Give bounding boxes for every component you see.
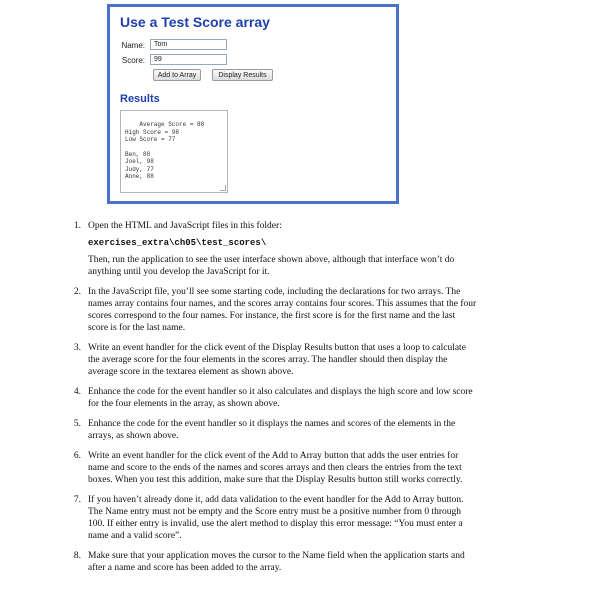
instruction-step bbox=[67, 550, 477, 574]
step-number: 6. bbox=[73, 451, 81, 461]
step-number: 1. bbox=[73, 221, 81, 231]
step-text: If you haven’t already done it, add data validation to the event handler for the Add to Array button. The Name entry must not be empty and the Score entry must be a positive number from 0 through 100. If either entry is invalid, use the alert method to display this error message: “You must enter a name and a valid score”. bbox=[88, 495, 464, 541]
step-number: 7. bbox=[73, 495, 81, 505]
results-textarea[interactable] bbox=[120, 110, 228, 193]
instruction-list bbox=[67, 220, 477, 582]
step-text: Open the HTML and JavaScript files in this folder: bbox=[88, 221, 282, 231]
step-text: In the JavaScript file, you’ll see some starting code, including the declarations for two arrays. The names array contains four names, and the scores array contains four scores. This assumes that the four scores correspond to the four names. For instance, the first score is for the first name and the last score is for the last name. bbox=[88, 287, 477, 333]
display-results-button[interactable]: Display Results bbox=[212, 69, 273, 81]
step-number: 8. bbox=[73, 551, 81, 561]
step-text: Write an event handler for the click event of the Display Results button that uses a loop to calculate the average score for the four elements in the scores array. The handler should then display the average score in the textarea element as shown above. bbox=[88, 343, 466, 377]
add-to-array-button[interactable]: Add to Array bbox=[153, 69, 201, 81]
step-number: 4. bbox=[73, 387, 81, 397]
instruction-step bbox=[67, 418, 477, 442]
resize-grip-icon[interactable] bbox=[220, 185, 226, 191]
name-label: Name: bbox=[121, 41, 145, 50]
instruction-step bbox=[67, 286, 477, 334]
step-text: Enhance the code for the event handler so it displays the names and scores of the elements in the arrays, as shown above. bbox=[88, 419, 456, 441]
step-text: Make sure that your application moves the cursor to the Name field when the application starts and after a name and score has been added to the array. bbox=[88, 551, 465, 573]
results-heading: Results bbox=[120, 93, 160, 105]
step-number: 2. bbox=[73, 287, 81, 297]
step-text: Enhance the code for the event handler so it also calculates and displays the high score and low score for the four elements in the array, as shown above. bbox=[88, 387, 473, 409]
app-screenshot bbox=[107, 4, 399, 204]
instruction-step bbox=[67, 450, 477, 486]
instruction-step bbox=[67, 342, 477, 378]
instruction-step bbox=[67, 494, 477, 542]
folder-path: exercises_extra\ch05\test_scores\ bbox=[88, 238, 267, 248]
step-number: 5. bbox=[73, 419, 81, 429]
step-number: 3. bbox=[73, 343, 81, 353]
instruction-step bbox=[67, 386, 477, 410]
app-title: Use a Test Score array bbox=[120, 14, 270, 30]
step-text-continued: Then, run the application to see the user interface shown above, although that interface won’t do anything until you develop the JavaScript for it. bbox=[88, 255, 455, 277]
score-label: Score: bbox=[121, 56, 145, 65]
score-input[interactable] bbox=[150, 54, 227, 65]
instruction-step bbox=[67, 220, 477, 278]
name-input[interactable] bbox=[150, 39, 227, 50]
step-text: Write an event handler for the click event of the Add to Array button that adds the user entries for name and score to the ends of the names and scores arrays and then clears the entries from the text boxes. When you test this addition, make sure that the Display Results button still works correctly. bbox=[88, 451, 463, 485]
results-text: Average Score = 88 High Score = 98 Low Score = 77 Ben, 88 Joel, 98 Judy, 77 Anne, 88 bbox=[125, 121, 205, 181]
